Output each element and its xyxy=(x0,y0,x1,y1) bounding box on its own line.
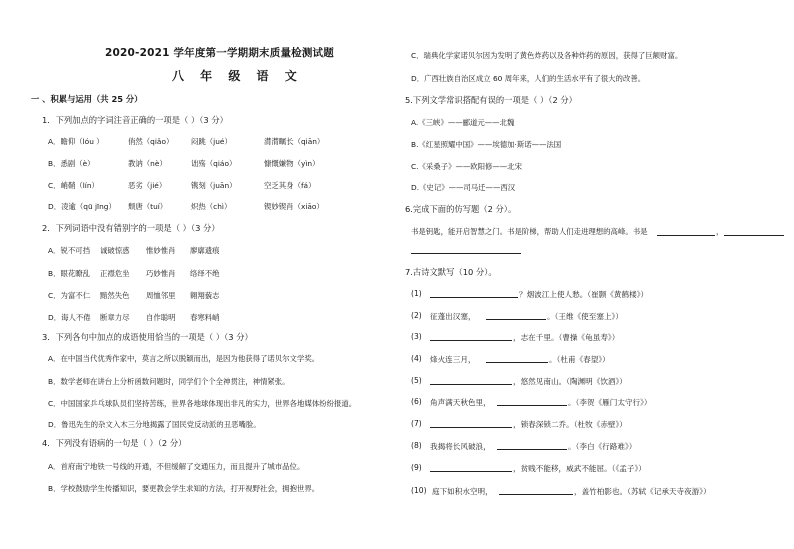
poem-answer-line[interactable] xyxy=(499,494,573,495)
exam-subtitle: 八 年 级 语 文 xyxy=(172,69,303,83)
poem-answer-line[interactable] xyxy=(497,449,567,450)
q4-option: B．学校鼓励学生传播知识，要更教会学生求知的方法，打开视野社会，拥抱世界。 xyxy=(48,484,320,493)
q1-option: 教讷（nè） xyxy=(128,159,167,168)
exam-title: 2020-2021 学年度第一学期期末质量检测试题 xyxy=(105,47,334,59)
q1-option: B．悉剧（è） xyxy=(48,159,95,168)
poem-answer-line[interactable] xyxy=(430,471,512,472)
poem-row-number: (10) xyxy=(411,486,427,495)
q4-option: D．广西壮族自治区成立 60 周年来，人们的生活水平有了很大的改善。 xyxy=(411,74,646,83)
poem-row-number: (9) xyxy=(411,463,422,472)
q1-option: A．瞻仰（lóu ） xyxy=(48,137,104,146)
q2-option: 黯然失色 xyxy=(100,291,130,300)
q5-option: C.《采桑子》——欧阳修——北宋 xyxy=(411,162,522,171)
poem-answer-line[interactable] xyxy=(430,384,512,385)
poem-answer-line[interactable] xyxy=(486,362,548,363)
q1-option: 锲妙锲肖（xiāo） xyxy=(264,202,324,211)
q2-option: 正襟危坐 xyxy=(100,269,130,278)
q6-answer-line[interactable] xyxy=(724,235,784,236)
q6-separator: ， xyxy=(716,227,724,236)
q2-option: 惟妙惟肖 xyxy=(146,246,176,255)
question-1-stem: 1．下列加点的字词注音正确的一项是（ ）（3 分） xyxy=(42,115,228,125)
q5-option: A.《三峡》——郦道元——北魏 xyxy=(411,118,515,127)
q1-option: 颓唐（tuí） xyxy=(128,202,168,211)
poem-row-text: 征蓬出汉塞， xyxy=(430,312,476,321)
q6-answer-line[interactable] xyxy=(657,235,715,236)
poem-row-text: 角声满天秋色里， xyxy=(430,398,491,407)
question-5-stem: 5.下列文学常识搭配有误的一项是（ ）（2 分） xyxy=(405,95,577,105)
q2-option: 自作聪明 xyxy=(146,313,176,322)
poem-row-text: ，盖竹柏影也。（苏轼《记承天寺夜游》） xyxy=(574,487,711,496)
q4-option: A．首府南宁地铁一号线的开通，不但缓解了交通压力，而且提升了城市品位。 xyxy=(48,462,305,471)
q1-option: 炽热（chì） xyxy=(191,202,232,211)
poem-row-text: ，悠然见南山。（陶渊明《饮酒》） xyxy=(513,377,627,386)
poem-row-tail: 。（王维《使至塞上》） xyxy=(547,312,623,321)
q2-option: 诚破惊惑 xyxy=(100,246,130,255)
q2-option: A．锐不可挡 xyxy=(48,246,91,255)
poem-row-tail: 。（李白《行路难》） xyxy=(568,442,637,451)
poem-row-text: ，志在千里。（曹操《龟虽寿》） xyxy=(513,333,620,342)
poem-row-number: (3) xyxy=(411,332,422,341)
poem-row-tail: 。（杜甫《春望》） xyxy=(549,355,610,364)
q1-option: 镌刻（juān） xyxy=(191,181,237,190)
poem-row-tail: 。（李贺《雁门太守行》） xyxy=(568,398,652,407)
q1-option: 潸潸瞩长（qiān） xyxy=(264,137,325,146)
q1-option: 俏然（qiǎo） xyxy=(128,137,174,146)
poem-row-text: ，锁春深锁二乔。（杜牧《赤壁》） xyxy=(513,420,627,429)
q3-option: A．在中国当代优秀作家中，莫言之所以脱颖而出，是因为他获得了诺贝尔文学奖。 xyxy=(48,354,320,363)
q2-option: 周恤邻里 xyxy=(146,291,176,300)
q2-option: C．为富不仁 xyxy=(48,291,91,300)
q2-option: B．眼花瞭乱 xyxy=(48,269,91,278)
poem-row-number: (6) xyxy=(411,397,422,406)
q3-option: C．中国国家乒乓球队员们坚持苦练，世界各地球体现出非凡的实力，世界各地媒体纷纷报道。 xyxy=(48,399,357,408)
q5-option: D.《史记》——司马迁——西汉 xyxy=(411,183,516,192)
q2-option: 翱翔藐志 xyxy=(190,291,220,300)
q2-option: D．诲人不倦 xyxy=(48,313,91,322)
poem-row-text: 我揭将长风破浪， xyxy=(430,442,491,451)
question-6-stem: 6.完成下面的仿写题（2 分）。 xyxy=(405,204,517,214)
q6-answer-line[interactable] xyxy=(411,253,521,254)
poem-answer-line[interactable] xyxy=(430,297,518,298)
q1-option: 诎殇（qiáo） xyxy=(191,159,237,168)
poem-row-text: ？烟波江上使人愁。（崔颢《黄鹤楼》） xyxy=(519,290,649,299)
q4-option: C．瑞典化学家诺贝尔因为发明了黄色炸药以及各种炸药的原因，获得了巨额财富。 xyxy=(411,51,683,60)
poem-row-lead: 庭下如积水空明， xyxy=(432,487,493,496)
q1-option: 闷跳（jué） xyxy=(191,137,232,146)
poem-row-text: 烽火连三月， xyxy=(430,355,476,364)
poem-row-text: ，贫贱不能移，威武不能屈。（《孟子》） xyxy=(513,464,646,473)
q5-option: B.《红星照耀中国》——埃德加·斯诺——法国 xyxy=(411,140,562,149)
q1-option: 慷慨嫌物（yìn） xyxy=(264,159,320,168)
poem-row-number: (1) xyxy=(411,289,422,298)
q1-option: 空乏其身（fá） xyxy=(264,181,316,190)
q2-option: 廖廓遗痕 xyxy=(190,246,220,255)
q2-option: 巧妙惟肖 xyxy=(146,269,176,278)
question-3-stem: 3．下列各句中加点的成语使用恰当的一项是（ ）（3 分） xyxy=(42,332,253,342)
poem-answer-line[interactable] xyxy=(497,405,567,406)
question-7-stem: 7.古诗文默写（10 分）。 xyxy=(405,267,497,277)
q1-option: 恶劣（jié） xyxy=(128,181,167,190)
poem-answer-line[interactable] xyxy=(486,319,546,320)
q6-prompt: 书是钥匙，能开启智慧之门。书是阶梯，帮助人们走进理想的高峰。书是 xyxy=(411,227,648,236)
poem-row-number: (7) xyxy=(411,419,422,428)
poem-answer-line[interactable] xyxy=(430,340,512,341)
question-4-stem: 4．下列没有语病的一句是（ ）（2 分） xyxy=(42,438,187,448)
q2-option: 断章力尽 xyxy=(100,313,130,322)
poem-row-number: (2) xyxy=(411,311,422,320)
q2-option: 春寒料峭 xyxy=(190,313,220,322)
q1-option: D．凌逾（qū jīng） xyxy=(48,202,116,211)
q3-option: B．数学老师在讲台上分析函数问题时，同学们个个全神贯注，神情紧张。 xyxy=(48,377,290,386)
q1-option: C．峭鞘（lín） xyxy=(48,181,99,190)
q3-option: D．鲁迅先生的杂文入木三分地揭露了国民党反动派的丑恶嘴脸。 xyxy=(48,420,261,429)
question-2-stem: 2．下列词语中没有错别字的一项是（ ）（3 分） xyxy=(42,223,220,233)
poem-row-number: (8) xyxy=(411,441,422,450)
poem-row-number: (5) xyxy=(411,376,422,385)
section-heading: 一 、积累与运用（共 25 分） xyxy=(31,94,143,104)
poem-answer-line[interactable] xyxy=(430,427,512,428)
q2-option: 络绎不绝 xyxy=(190,269,220,278)
poem-row-number: (4) xyxy=(411,354,422,363)
